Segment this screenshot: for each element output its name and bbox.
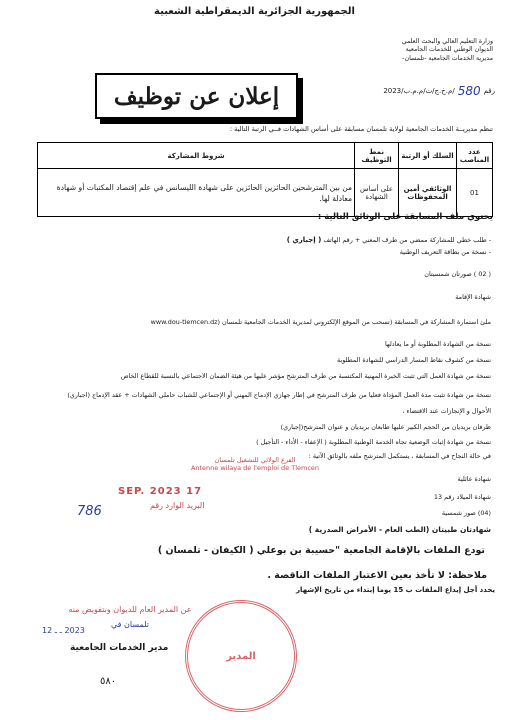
doc-item: نسخة من كشوف نقاط المسار الدراسي للشهادة المطلوبة (337, 356, 491, 364)
note-incomplete: ملاحظة: لا تأخذ بعين الاعتبار الملفات الناقصة . (267, 570, 487, 581)
cell-conditions: من بين المترشحين الحائزين الحائزين على شهادة الليسانس في علم إقتصاد المكتبات أو شهادة معادلة لها. (38, 169, 355, 217)
deadline-text: يحدد أجل إيداع الملفات ب 15 يوما إبتداء من تاريخ الإشهار (296, 586, 495, 594)
doc-item: - طلب خطي للمشاركة ممضي من طرف المعني + رقم الهاتف ( إجباري ) (286, 236, 491, 244)
cell-rank: الوثائقي أمين المحفوظات (399, 169, 457, 217)
doc-item: الأحوال و الإنجازات عند الاقتضاء ، (402, 407, 491, 415)
doc-item: نسخة من شهادة العمل التي تثبت الخبرة المهنية المكتسبة من طرف المترشح مؤشر عليها من هيئة الضمان الاجتماعي بالنسبة للقطاع الخاص (120, 372, 491, 380)
city-line: تلمسان في (111, 620, 149, 629)
doc-item: شهادة الميلاد رقم 13 (433, 493, 491, 501)
ministry-line: وزارة التعليم العالي والبحث العلمي (401, 38, 493, 45)
col-header-rank: السلك أو الرتبة (399, 143, 457, 169)
mail-received-stamp: البريد الوارد رقم (150, 501, 205, 510)
announcement-title: إعلان عن توظيف (95, 73, 298, 119)
doc-item: شهادتان طبيتان (الطب العام - الأمراض الصدرية ) (308, 525, 491, 534)
ministry-line: مديرية الخدمات الجامعية -تلمسان- (402, 54, 493, 62)
cell-count: 01 (457, 169, 493, 217)
delegation-stamp: عن المدير العام للديوان وبتفويض منه (68, 605, 192, 614)
col-header-mode: نمط التوظيف (355, 143, 399, 169)
col-header-conditions: شروط المشاركة (38, 143, 355, 169)
doc-text: طلب خطي للمشاركة ممضي من طرف المعني + رقم الهاتف (323, 236, 487, 244)
deposit-location: تودع الملفات بالإقامة الجامعية "حسيبة بن بوعلي ( الكيفان - تلمسان ) (157, 545, 485, 556)
table-row (38, 169, 493, 217)
agency-stamp-line: Antenne wilaya de l'emploi de Tlemcen (190, 464, 320, 472)
received-date-stamp: 17 SEP. 2023 (118, 486, 203, 497)
col-header-count: عدد المناصب (457, 143, 493, 169)
doc-text: ملئ استمارة المشاركة في المسابقة (تسحب من الموقع الإلكتروني لمديرية الخدمات الجامعية تلمسان (222, 318, 491, 326)
doc-item (21, 318, 491, 326)
ministry-line: الديوان الوطني للخدمات الجامعية (405, 46, 493, 54)
agency-stamp-line: الفرع الولائي للتشغيل تلمسان (214, 456, 296, 464)
doc-required: ( إجباري ) (286, 236, 322, 244)
website-link[interactable]: (www.dou-tlemcen.dz (150, 318, 220, 326)
doc-item: شهادة عائلية (457, 475, 491, 483)
doc-item: نسخة من الشهادة المطلوبة أو ما يعادلها (384, 340, 491, 348)
signatory-title: مدير الخدمات الجامعية (70, 643, 169, 653)
doc-item: - نسخة من بطاقة التعريف الوطنية (399, 248, 491, 256)
ministry-block (343, 38, 493, 63)
doc-item: ( 02 ) صورتان شمسيتان (424, 270, 491, 278)
documents-heading: يحتوي ملف المسابقة على الوثائق التالية : (317, 212, 493, 222)
doc-item: (04) صور شمسية (441, 509, 491, 517)
doc-item: ظرفان بريديان من الحجم الكبير عليها طابعان بريديان و عنوان المترشح(إجباري) (280, 423, 491, 431)
ref-number: 580 (457, 84, 481, 98)
doc-item: في حالة النجاح في المسابقة ، يستكمل المترشح ملفه بالوثائق الآتية : (308, 452, 491, 460)
positions-table (37, 142, 493, 217)
official-round-stamp (185, 600, 297, 712)
handwritten-number: 786 (77, 504, 102, 519)
footer-number: ٥٨٠ (100, 676, 117, 687)
republic-header: الجمهورية الجزائرية الديمقراطية الشعبية (154, 6, 355, 17)
agency-stamp (190, 456, 320, 472)
doc-item: نسخة من شهادة إثبات الوضعية تجاه الخدمة الوطنية المطلوبة ( الإعفاء - الأداء - التأجيل ) (256, 438, 491, 446)
round-stamp-label: المدير (226, 650, 256, 662)
blue-date-stamp: 2023 ـ ـ 12 (42, 626, 85, 635)
intro-text: تنظم مديريــة الخدمات الجامعية لولاية تلمسان مسابقة على أساس الشهادات فــي الرتبة التالية : (229, 125, 493, 133)
ref-label: رقم (483, 87, 495, 95)
ref-suffix: /م.خ.ج/ت/م.م.ب/2023 (383, 87, 455, 95)
doc-item: شهادة الإقامة (455, 293, 491, 301)
doc-item: نسخة من شهادة تثبت مدة العمل المؤداة فعليا من طرف المترشح في إطار جهازي الإدماج المهني أو الإجتماعي للشباب حاملي الشهادات + عقد الإدماج (اجباري) (67, 391, 491, 399)
reference-number (383, 84, 495, 98)
cell-mode: على أساس الشهادة (355, 169, 399, 217)
